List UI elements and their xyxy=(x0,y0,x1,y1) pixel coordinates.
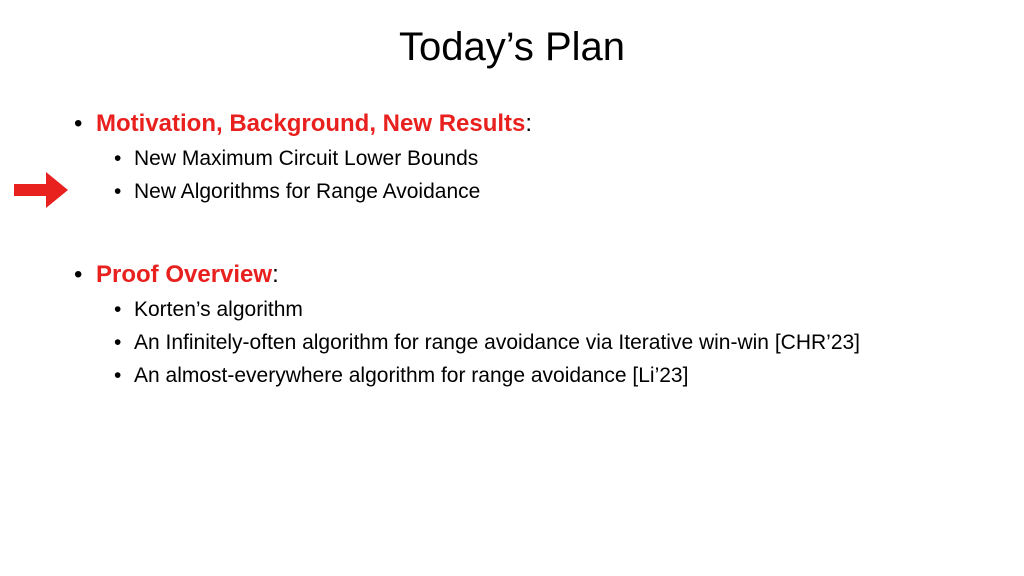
bullet: • xyxy=(74,261,83,288)
subitem-container xyxy=(74,142,532,208)
list-item xyxy=(74,359,860,392)
section-proof-overview xyxy=(74,257,860,392)
subitem-container xyxy=(74,293,860,392)
section-heading-item xyxy=(74,257,860,293)
section-heading: Proof Overview xyxy=(96,261,273,288)
bullet: • xyxy=(74,110,83,137)
sublist xyxy=(74,142,532,208)
list-item xyxy=(74,326,860,359)
list-item-current xyxy=(74,175,532,208)
bullet: • xyxy=(114,364,122,387)
list-item xyxy=(74,142,532,175)
sublist xyxy=(74,293,860,392)
slide-title: Today’s Plan xyxy=(398,25,626,69)
list-item-text: New Algorithms for Range Avoidance xyxy=(134,180,481,203)
arrow-right-icon xyxy=(12,170,70,210)
list-item-text: An almost-everywhere algorithm for range avoidance [Li’23] xyxy=(134,364,689,387)
bullet: • xyxy=(114,331,122,354)
heading-colon: : xyxy=(272,261,279,288)
bullet: • xyxy=(114,147,122,170)
section-motivation xyxy=(74,106,532,208)
section-heading: Motivation, Background, New Results xyxy=(96,110,526,137)
list-item-text: Korten’s algorithm xyxy=(134,298,303,321)
heading-colon: : xyxy=(525,110,533,137)
section-heading-item xyxy=(74,106,532,142)
list-item-text: An Infinitely-often algorithm for range avoidance via Iterative win-win [CHR’23] xyxy=(134,331,861,354)
bullet: • xyxy=(114,298,122,321)
list-item-text: New Maximum Circuit Lower Bounds xyxy=(134,147,479,170)
list-item xyxy=(74,293,860,326)
bullet: • xyxy=(114,180,122,203)
